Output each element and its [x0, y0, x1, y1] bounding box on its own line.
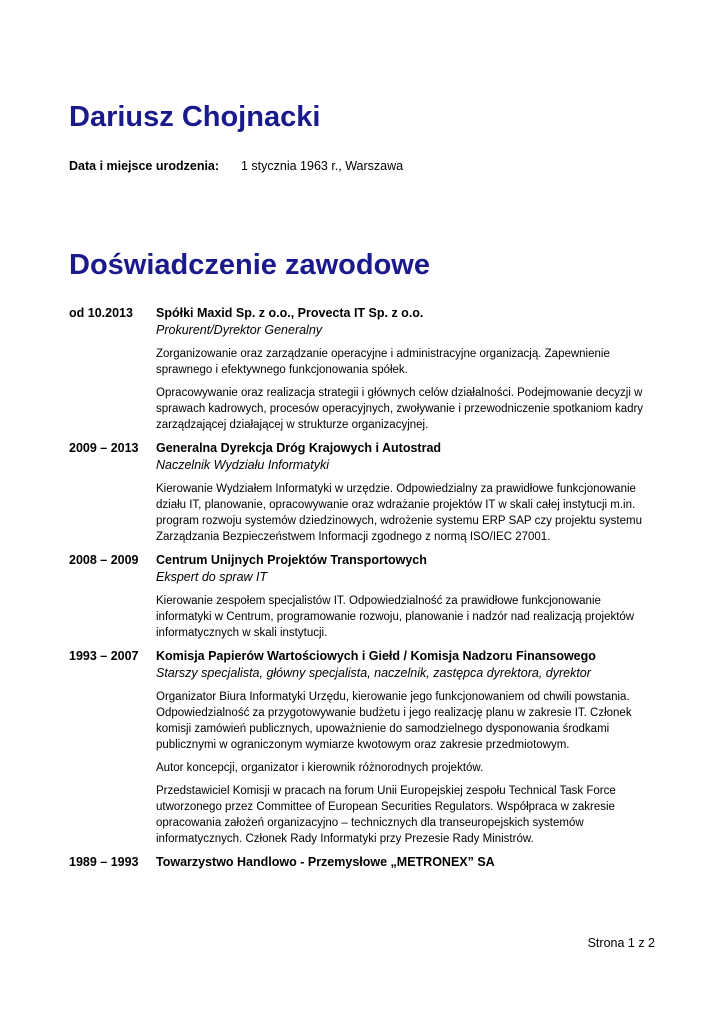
birth-info	[69, 159, 403, 173]
entry-description: Kierowanie zespołem specjalistów IT. Odpowiedzialność za prawidłowe funkcjonowanie informatyki w Centrum, programowanie rozwoju, planowanie i nadzór nad realizacją projektów informatycznych w skali instytucji.	[156, 595, 635, 639]
entry-period: 2009 – 2013	[69, 441, 139, 455]
entry-period: 1989 – 1993	[69, 855, 139, 869]
entry-description: Autor koncepcji, organizator i kierownik różnorodnych projektów.	[156, 762, 484, 774]
birth-value: 1 stycznia 1963 r., Warszawa	[241, 159, 404, 173]
experience-entry	[69, 440, 659, 545]
entry-period: od 10.2013	[69, 306, 133, 320]
entry-description: Kierowanie Wydziałem Informatyki w urzędzie. Odpowiedzialny za prawidłowe funkcjonowanie działu IT, planowanie, opracowywanie oraz wdrażanie projektów IT w skali całej instytucji m.in. program rozwoju systemów dziedzinowych, wdrożenie systemu ERP SAP czy projektu systemu Zarządzania Bezpieczeństwem Informacji zgodnego z normą ISO/IEC 27001.	[156, 483, 642, 543]
entry-description: Przedstawiciel Komisji w pracach na forum Unii Europejskiej zespołu Technical Task Force utworzonego przez Committee of European Securities Regulators. Współpraca w zakresie opracowania założeń organizacyjno – technicznych dla transeuropejskich systemów informatycznych. Członek Rady Informatyki przy Prezesie Rady Ministrów.	[156, 785, 616, 845]
entry-organization: Generalna Dyrekcja Dróg Krajowych i Autostrad	[156, 441, 442, 455]
page-number: Strona 1 z 2	[587, 936, 655, 950]
experience-entry	[69, 854, 659, 871]
entry-description: Opracowywanie oraz realizacja strategii i głównych celów działalności. Podejmowanie decyzji w sprawach kadrowych, procesów operacyjnych, zwoływanie i przewodniczenie spotkaniom kadry zarządzającej działającej w strukturze organizacyjnej.	[156, 387, 644, 431]
entry-organization: Komisja Papierów Wartościowych i Giełd / Komisja Nadzoru Finansowego	[156, 649, 596, 663]
entry-organization: Centrum Unijnych Projektów Transportowych	[156, 553, 427, 567]
section-title: Doświadczenie zawodowe	[69, 249, 430, 281]
experience-entry	[69, 648, 659, 847]
experience-list	[69, 305, 659, 877]
experience-entry	[69, 305, 659, 433]
birth-label: Data i miejsce urodzenia:	[69, 159, 220, 173]
entry-description: Organizator Biura Informatyki Urzędu, kierowanie jego funkcjonowaniem od chwili powstania. Odpowiedzialność za przygotowywanie budżetu i jego realizację planu w zakresie IT. Członek komisji zamówień publicznych, upoważnienie do samodzielnego dysponowania środkami publicznymi w ograniczonym wymiarze kwotowym oraz zakresie przedmiotowym.	[156, 691, 632, 751]
experience-entry	[69, 552, 659, 641]
entry-organization: Spółki Maxid Sp. z o.o., Provecta IT Sp. z o.o.	[156, 306, 424, 320]
entry-description: Zorganizowanie oraz zarządzanie operacyjne i administracyjne organizacją. Zapewnienie sprawnego i efektywnego funkcjonowania spółek.	[156, 348, 610, 376]
entry-period: 1993 – 2007	[69, 649, 139, 663]
person-name: Dariusz Chojnacki	[69, 101, 321, 133]
entry-role: Starszy specjalista, główny specjalista, naczelnik, zastępca dyrektora, dyrektor	[156, 666, 591, 680]
entry-organization: Towarzystwo Handlowo - Przemysłowe „METRONEX” SA	[156, 855, 495, 869]
entry-role: Prokurent/Dyrektor Generalny	[156, 323, 323, 337]
entry-period: 2008 – 2009	[69, 553, 139, 567]
entry-role: Naczelnik Wydziału Informatyki	[156, 458, 329, 472]
entry-role: Ekspert do spraw IT	[156, 570, 268, 584]
